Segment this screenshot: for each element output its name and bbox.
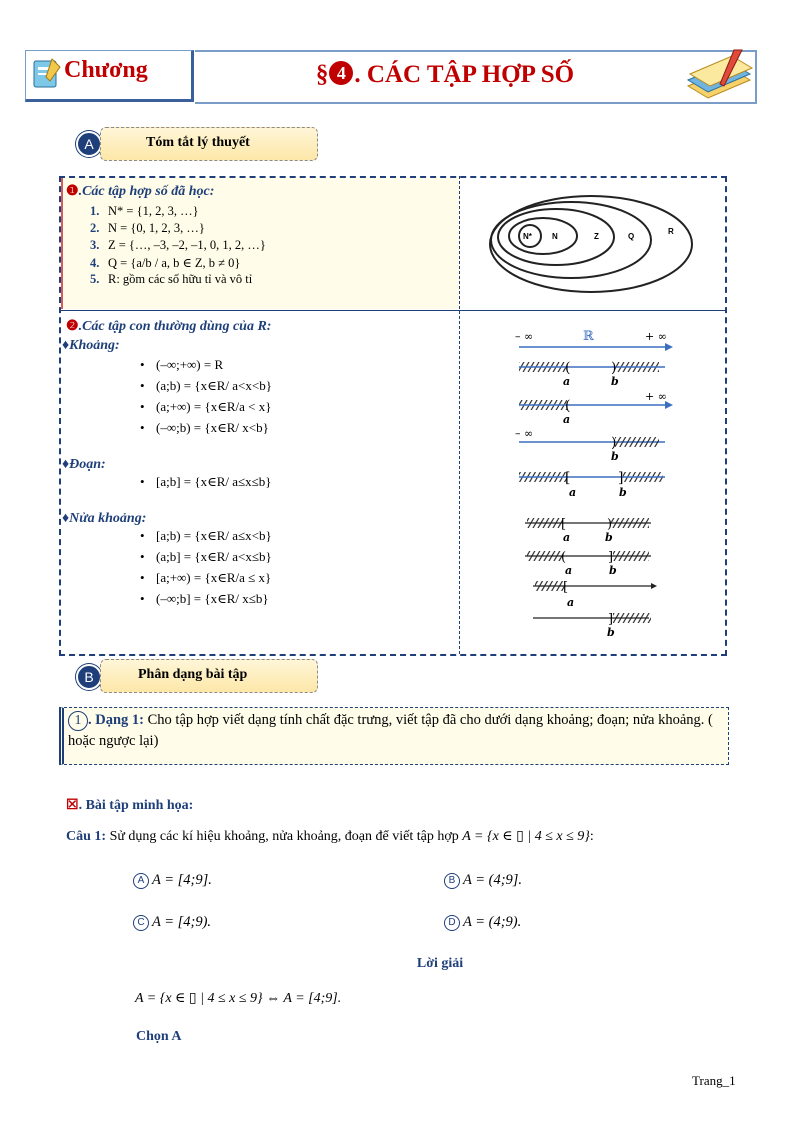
list-item: • (–∞;b] = {x∈R/ x≤b} <box>140 591 269 606</box>
list-item: 1. N* = {1, 2, 3, …} <box>90 204 199 218</box>
option-d[interactable]: D A = (4;9). <box>444 914 521 931</box>
page-number: Trang_1 <box>692 1073 736 1088</box>
dang-number-badge: 1 <box>68 711 88 731</box>
set-label-q: Q <box>628 232 635 241</box>
option-b[interactable]: B A = (4;9]. <box>444 872 522 889</box>
svg-text:b: b <box>605 531 613 544</box>
section-a-badge: A <box>76 131 102 157</box>
svg-text:(: ( <box>565 360 571 376</box>
svg-text:a: a <box>563 531 571 544</box>
chapter-label-box <box>25 50 194 102</box>
table-divider-v <box>459 176 460 654</box>
list-item: • (–∞;b) = {x∈R/ x<b} <box>140 420 269 435</box>
books-pencil-icon <box>680 46 760 102</box>
set-label-r: R <box>668 227 674 236</box>
set-label-nstar: N* <box>523 232 532 241</box>
dang-1-box <box>59 707 729 765</box>
svg-text:[: [ <box>561 517 567 532</box>
svg-text:): ) <box>607 517 613 532</box>
section-b-title: Phân dạng bài tập <box>138 667 248 682</box>
title-box <box>195 50 757 104</box>
page-title: § 4 . CÁC TẬP HỢP SỐ <box>315 61 575 88</box>
notebook-icon <box>30 57 62 91</box>
list-item: • (–∞;+∞) = R <box>140 357 224 372</box>
label-minus-inf: – ∞ <box>515 330 534 343</box>
option-a[interactable]: A A = [4;9]. <box>133 872 212 889</box>
section-a-banner <box>100 127 318 161</box>
section-number-badge: 4 <box>329 61 353 85</box>
doan-title: ♦Đoạn: <box>62 457 106 472</box>
svg-text:]: ] <box>608 612 614 627</box>
svg-text:a: a <box>567 596 575 609</box>
set-label-n: N <box>552 232 558 241</box>
section-a-title: Tóm tắt lý thuyết <box>146 135 250 150</box>
svg-text:(: ( <box>565 398 571 414</box>
list-item: 2. N = {0, 1, 2, 3, …} <box>90 221 205 235</box>
nuakhoang-title: ♦Nửa khoảng: <box>62 511 147 526</box>
number-line-illustrations <box>505 322 685 642</box>
label-a: a <box>563 375 571 388</box>
list-item: 4. Q = {a/b / a, b ∈ Z, b ≠ 0} <box>90 256 241 270</box>
question-1: Câu 1: Sử dụng các kí hiệu khoảng, nửa khoảng, đoạn để viết tập hợp A = {x ∈ ▯ | 4 ≤ x ≤ 9}: <box>66 829 594 844</box>
set-label-z: Z <box>594 232 599 241</box>
theory-1-heading: ❶.Các tập hợp số đã học: <box>66 184 215 199</box>
svg-text:b: b <box>607 626 615 639</box>
svg-text:(: ( <box>561 550 567 565</box>
list-item: • [a;+∞) = {x∈R/a ≤ x} <box>140 570 272 585</box>
svg-text:]: ] <box>618 470 624 486</box>
table-divider-h <box>59 310 725 311</box>
label-b: b <box>611 375 619 388</box>
svg-text:a: a <box>565 564 573 577</box>
svg-text:a: a <box>563 413 571 426</box>
exercise-heading: ☒. Bài tập minh họa: <box>66 798 194 813</box>
list-item: 5. R: gồm các số hữu tỉ và vô tỉ <box>90 272 253 286</box>
number-sets-diagram <box>486 190 696 300</box>
svg-text:b: b <box>611 450 619 463</box>
svg-text:[: [ <box>565 470 571 486</box>
answer: Chọn A <box>136 1029 182 1044</box>
khoang-title: ♦Khoảng: <box>62 338 120 353</box>
list-item: • (a;+∞) = {x∈R/a < x} <box>140 399 272 414</box>
list-item: • [a;b) = {x∈R/ a≤x<b} <box>140 528 272 543</box>
list-item: 3. Z = {…, –3, –2, –1, 0, 1, 2, …} <box>90 238 266 252</box>
svg-text:+ ∞: + ∞ <box>645 390 667 403</box>
dang-1-text: 1 . Dạng 1: Cho tập hợp viết dạng tính chất đặc trưng, viết tập đã cho dưới dạng khoảng; đoạn; nửa khoảng. ( hoặc ngược lại) <box>68 712 713 749</box>
svg-text:b: b <box>609 564 617 577</box>
svg-text:]: ] <box>608 550 614 565</box>
list-item: • (a;b] = {x∈R/ a<x≤b} <box>140 549 272 564</box>
svg-text:b: b <box>619 486 627 499</box>
svg-text:): ) <box>611 360 617 376</box>
solution-text: A = {x ∈ ▯ | 4 ≤ x ≤ 9} ⇔ A = [4;9]. <box>135 991 342 1006</box>
section-b-banner <box>100 659 318 693</box>
svg-text:a: a <box>569 486 577 499</box>
svg-text:– ∞: – ∞ <box>515 427 534 440</box>
label-plus-inf: + ∞ <box>645 330 667 343</box>
list-item: • [a;b] = {x∈R/ a≤x≤b} <box>140 474 272 489</box>
option-c[interactable]: C A = [4;9). <box>133 914 211 931</box>
chapter-label: Chương <box>64 57 148 83</box>
solution-title: Lời giải <box>416 956 464 971</box>
section-b-badge: B <box>76 664 102 690</box>
theory-2-heading: ❷.Các tập con thường dùng của R: <box>66 319 272 334</box>
label-R: ℝ <box>583 329 594 344</box>
checkbox-icon: ☒ <box>66 798 79 813</box>
list-item: • (a;b) = {x∈R/ a<x<b} <box>140 378 272 393</box>
svg-text:[: [ <box>563 580 569 595</box>
svg-text:): ) <box>611 435 617 451</box>
